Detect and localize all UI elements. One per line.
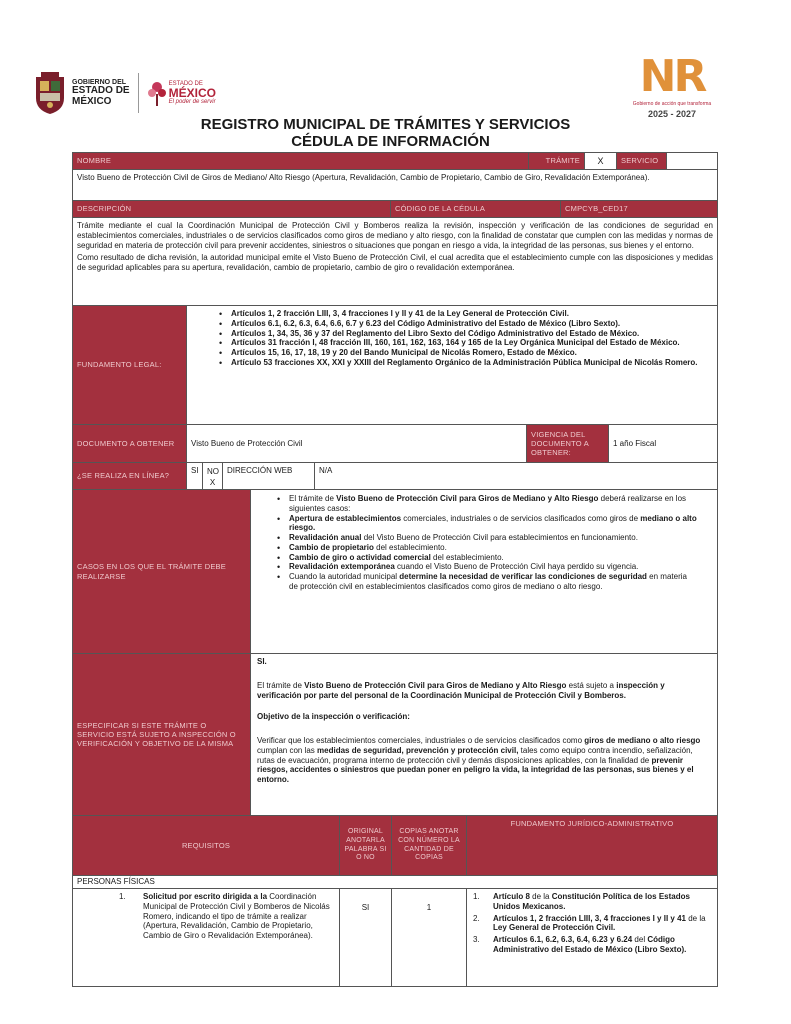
documento-value: Visto Bueno de Protección Civil <box>187 425 527 462</box>
descripcion-value-row <box>73 218 717 306</box>
government-logo <box>34 72 216 114</box>
fundamento-item: • Artículos 31 fracción I, 48 fracción III, 160, 161, 162, 163, 164 y 165 de la Ley Orgánica Municipal del Estado de México. <box>217 338 711 348</box>
en-linea-no: NO X <box>203 463 223 489</box>
descripcion-paragraph-1: Trámite mediante el cual la Coordinación Municipal de Protección Civil y Bomberos realiza la revisión, inspección y verificación de las condiciones de seguridad en establecimientos comerciales, industriales o de servicios clasificados como giros de mediano y alto riesgo, con la finalidad de constatar que cumplen con las medidas y normas de seguridad en materia de protección civil para prevenir accidentes, siniestros o situaciones que pongan en riesgo a vida, la integridad de las personas, sus bienes y el entorno. <box>77 221 713 250</box>
copias-column-label: COPIAS ANOTAR CON NÚMERO LA CANTIDAD DE COPIAS <box>392 816 467 875</box>
direccion-web-label: DIRECCIÓN WEB <box>223 463 315 489</box>
en-linea-label: ¿SE REALIZA EN LÍNEA? <box>73 463 187 489</box>
descripcion-paragraph-2: Como resultado de dicha revisión, la autoridad municipal emite el Visto Bueno de Protección Civil, el cual acredita que el establecimiento cumple con las disposiciones y medidas de seguridad aplicables para su apertura, revalidación, cambio de propietario, cambio de giro o revalidación extemporánea. <box>77 253 713 272</box>
fundamento-item: • Artículos 6.1, 6.2, 6.3, 6.4, 6.6, 6.7 y 6.23 del Código Administrativo del Estado de México (Libro Sexto). <box>217 319 711 329</box>
logo-divider <box>138 73 139 113</box>
en-linea-row <box>73 463 717 490</box>
casos-row <box>73 490 717 654</box>
nombre-header-row <box>73 153 717 170</box>
requisitos-label: REQUISITOS <box>73 816 340 875</box>
inspeccion-paragraph-1: El trámite de Visto Bueno de Protección Civil para Giros de Mediano y Alto Riesgo está sujeto a inspección y verificación por parte del personal de la Coordinación Municipal de Protección Civil y Bomberos. <box>257 680 665 700</box>
documento-label: DOCUMENTO A OBTENER <box>73 425 187 462</box>
tramite-mark: X <box>585 153 617 169</box>
requisito-1-original: SI <box>340 889 392 986</box>
inspeccion-row <box>73 654 717 816</box>
fundamento-juridico-column-label: FUNDAMENTO JURÍDICO-ADMINISTRATIVO <box>467 816 717 875</box>
estado-de-mexico-logo: ESTADO DE MÉXICO El poder de servir <box>147 80 216 106</box>
caso-item: • Cambio de giro o actividad comercial del establecimiento. <box>275 553 697 563</box>
caso-item: • Cuando la autoridad municipal determine la necesidad de verificar las condiciones de seguridad en materia de protección civil en establecimientos clasificados como giros de mediano o alto riesgo. <box>275 572 697 592</box>
requisito-row <box>73 889 717 986</box>
personas-fisicas-label: PERSONAS FÍSICAS <box>77 877 155 886</box>
page-title: REGISTRO MUNICIPAL DE TRÁMITES Y SERVICIOS <box>200 116 571 133</box>
vigencia-label: VIGENCIA DEL DOCUMENTO A OBTENER: <box>527 425 609 462</box>
information-sheet-table <box>72 152 718 987</box>
vigencia-value: 1 año Fiscal <box>613 438 657 448</box>
inspeccion-si: SI. <box>257 657 267 666</box>
servicio-label: SERVICIO <box>617 153 667 169</box>
fundamento-item: • Artículo 53 fracciones XX, XXI y XXIII del Reglamento Orgánico de la Administración Pública Municipal de Nicolás Romero. <box>217 358 711 368</box>
requisitos-header-row <box>73 816 717 876</box>
fundamento-legal-list <box>187 306 717 424</box>
inspeccion-label: ESPECIFICAR SI ESTE TRÁMITE O SERVICIO ESTÁ SUJETO A INSPECCIÓN O VERIFICACIÓN Y OBJETIVO DE LA MISMA <box>73 654 251 815</box>
inspeccion-paragraph-2: Verificar que los establecimientos comerciales, industriales o de servicios clasificados como giros de mediano o alto riesgo cumplan con las medidas de seguridad, prevención y protección civil, tales como equipo contra incendio, señalización, rutas de evacuación, programa interno de protección civil y demás disposiciones aplicables, con la finalidad de prevenir riesgos, accidentes o siniestros que puedan poner en peligro la vida, la integridad de las personas, sus bienes y el entorno. <box>257 736 701 784</box>
fundamento-item: • Artículos 1, 34, 35, 36 y 37 del Reglamento del Libro Sexto del Código Administrativo del Estado de México. <box>217 329 711 339</box>
descripcion-header-row <box>73 201 717 218</box>
flower-mark-icon <box>147 80 167 106</box>
personas-fisicas-row <box>73 876 717 889</box>
page-subtitle: CÉDULA DE INFORMACIÓN <box>291 133 490 150</box>
administration-years: 2025 - 2027 <box>647 109 697 120</box>
direccion-web-value: N/A <box>319 466 333 475</box>
nombre-value: Visto Bueno de Protección Civil de Giros de Mediano/ Alto Riesgo (Apertura, Revalidación, Cambio de Propietario, Cambio de Giro, Revalidación Extemporánea). <box>77 173 650 182</box>
fundamento-item: • Artículos 1, 2 fracción LIII, 3, 4 fracciones I y II y 41 de la Ley General de Protección Civil. <box>217 309 711 319</box>
descripcion-label: DESCRIPCIÓN <box>73 201 391 217</box>
fundamento-juridico-item: 1. Artículo 8 de la Constitución Política de los Estados Unidos Mexicanos. <box>473 892 690 911</box>
requisito-1-text: 1. Solicitud por escrito dirigida a la Coordinación Municipal de Protección Civil y Bomberos de Nicolás Romero, indicando el tipo de trámite a realizar (Apertura, Revalidación, Cambio de Propietario, Cambio de Giro o Revalidación Extemporánea). <box>73 889 340 986</box>
original-column-label: ORIGINAL ANOTARLA PALABRA SI O NO <box>340 816 392 875</box>
fundamento-legal-row <box>73 306 717 425</box>
tramite-label: TRÁMITE <box>529 153 585 169</box>
descripcion-text <box>73 218 717 305</box>
caso-item: • El trámite de Visto Bueno de Protección Civil para Giros de Mediano y Alto Riesgo deberá realizarse en los siguientes casos: <box>275 494 697 514</box>
codigo-cedula-label: CÓDIGO DE LA CÉDULA <box>391 201 561 217</box>
logo-tagline: Gobierno de acción que transforma <box>632 101 712 107</box>
government-name: GOBIERNO DEL ESTADO DE MÉXICO <box>72 78 130 107</box>
caso-item: • Revalidación anual del Visto Bueno de Protección Civil para establecimientos en funcionamiento. <box>275 533 697 543</box>
casos-label: CASOS EN LOS QUE EL TRÁMITE DEBE REALIZARSE <box>73 490 251 653</box>
en-linea-si: SI <box>187 463 203 489</box>
servicio-mark <box>667 153 717 169</box>
inspeccion-text <box>251 654 717 815</box>
fundamento-legal-label: FUNDAMENTO LEGAL: <box>73 306 187 424</box>
inspeccion-objetivo-heading: Objetivo de la inspección o verificación: <box>257 712 410 722</box>
fundamento-juridico-item: 3. Artículos 6.1, 6.2, 6.3, 6.4, 6.23 y 6.24 del Código Administrativo del Estado de México (Libro Sexto). <box>473 935 687 954</box>
caso-item: • Cambio de propietario del establecimiento. <box>275 543 697 553</box>
requisito-1-copias: 1 <box>392 889 467 986</box>
casos-list <box>251 490 717 653</box>
nombre-label: NOMBRE <box>73 153 529 169</box>
fundamento-item: • Artículos 15, 16, 17, 18, 19 y 20 del Bando Municipal de Nicolás Romero, Estado de México. <box>217 348 711 358</box>
nombre-value-row <box>73 170 717 201</box>
requisito-1-fundamento <box>467 889 717 986</box>
state-shield-icon <box>34 72 66 114</box>
caso-item: • Revalidación extemporánea cuando el Visto Bueno de Protección Civil haya perdido su vigencia. <box>275 562 697 572</box>
municipal-administration-logo <box>622 51 722 120</box>
en-linea-no-mark: X <box>209 478 216 488</box>
requisito-number: 1. <box>119 892 126 901</box>
caso-item: • Apertura de establecimientos comerciales, industriales o de servicios clasificados como giros de mediano o alto riesgo. <box>275 514 697 534</box>
codigo-cedula-value: CMPCYB_CED17 <box>561 201 717 217</box>
nr-logo-icon: NR <box>639 51 705 102</box>
fundamento-juridico-item: 2. Artículos 1, 2 fracción LIII, 3, 4 fracciones I y II y 41 de la Ley General de Protección Civil. <box>473 913 706 933</box>
documento-row <box>73 425 717 463</box>
